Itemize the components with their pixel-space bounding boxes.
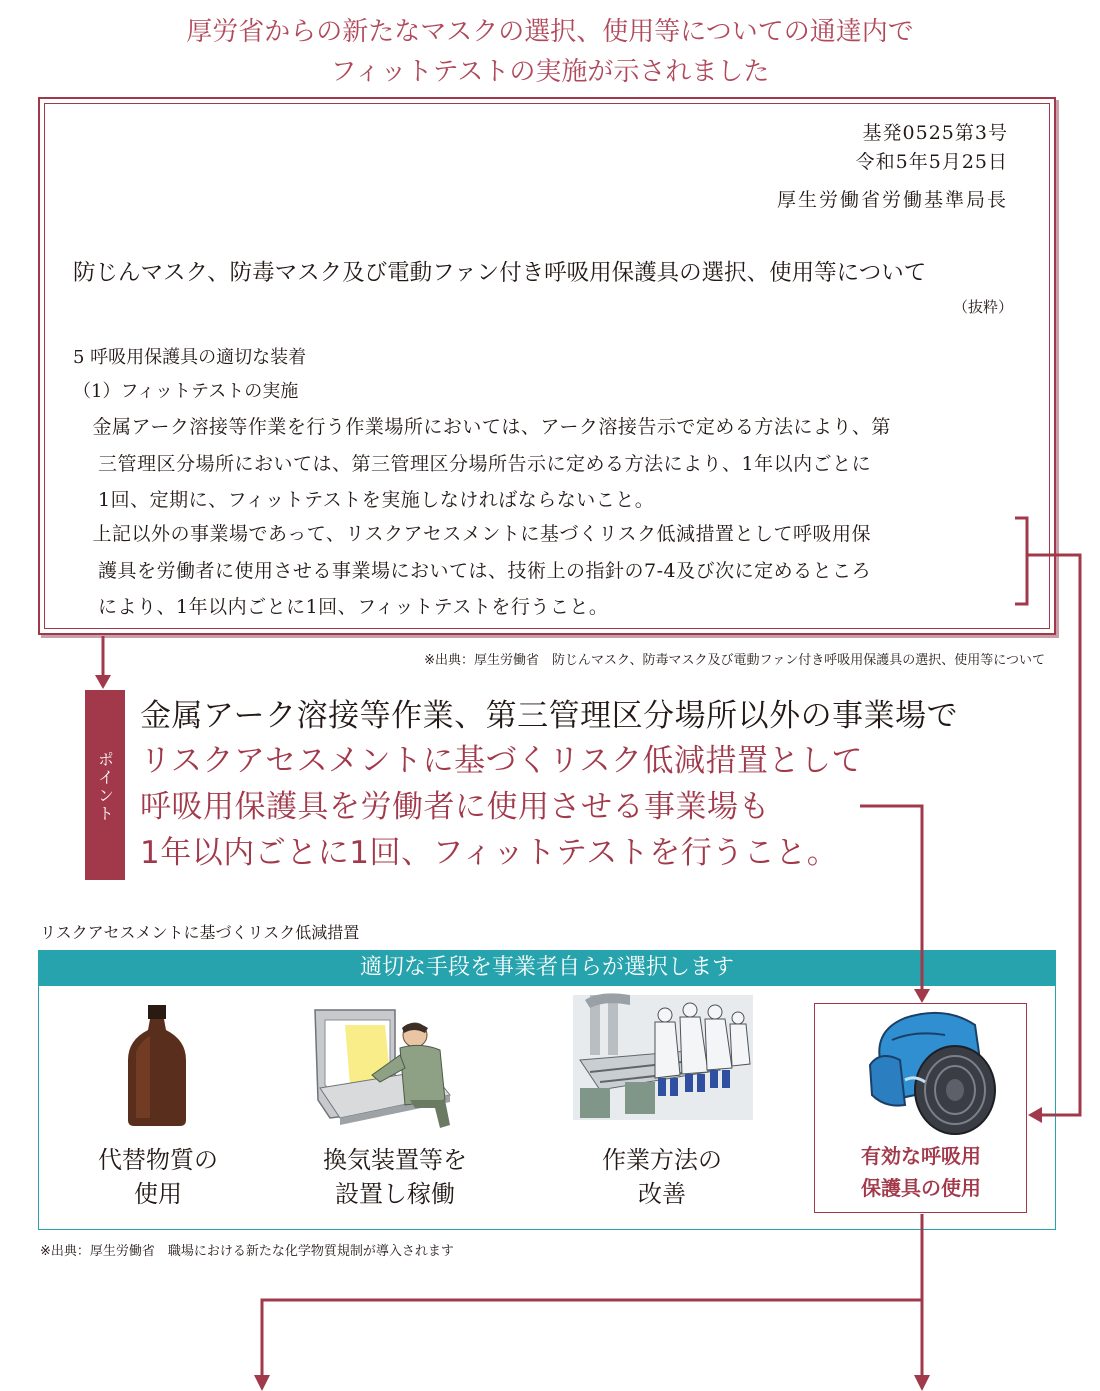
factory-workers-icon [573,993,753,1120]
point-line-3: 呼吸用保護具を労働者に使用させる事業場も [140,789,770,825]
fume-hood-icon [315,1010,450,1128]
arrowhead-down-icon [95,675,111,689]
bracket-arrow [1027,555,1080,1115]
arrowhead-down-icon [254,1375,270,1391]
para1-line-3: 1回、定期に、フィットテストを実施しなければならないこと。 [98,489,655,511]
measure-caption-4: 有効な呼吸用 保護具の使用 [861,1144,981,1200]
notice-date: 令和5年5月25日 [855,151,1008,173]
notice-number: 基発0525第3号 [862,122,1008,144]
measure-caption-3: 作業方法の 改善 [602,1146,722,1208]
bottom-split-arrow [262,1214,922,1378]
arrowhead-down-icon [914,1375,930,1391]
respirator-icon [870,1013,995,1134]
para2-line-1: 上記以外の事業場であって、リスクアセスメントに基づくリスク低減措置として呼吸用保 [73,523,871,545]
para2-line-3: により、1年以内ごとに1回、フィットテストを行うこと。 [98,596,609,618]
para1-line-1: 金属アーク溶接等作業を行う作業場所においては、アーク溶接告示で定める方法により、第 [73,416,891,438]
point-tab-label: ポイント [95,751,115,823]
bottle-icon [128,1005,186,1126]
notice-excerpt: （抜粋） [952,298,1013,316]
measures-banner-text: 適切な手段を事業者自らが選択します [359,955,734,980]
measures-caption: リスクアセスメントに基づくリスク低減措置 [40,923,360,942]
notice-title: 防じんマスク、防毒マスク及び電動ファン付き呼吸用保護具の選択、使用等について [73,260,927,286]
measure-caption-1: 代替物質の 使用 [98,1146,218,1208]
source-citation-2: ※出典：厚生労働省 職場における新たな化学物質規制が導入されます [40,1244,454,1259]
source-citation-1: ※出典：厚生労働省 防じんマスク、防毒マスク及び電動ファン付き呼吸用保護具の選択、使用等について [424,653,1045,668]
header-line-2: フィットテストの実施が示されました [330,57,770,87]
point-line-1: 金属アーク溶接等作業、第三管理区分場所以外の事業場で [140,698,959,734]
para2-line-2: 護具を労働者に使用させる事業場においては、技術上の指針の7-4及び次に定めるところ [98,560,872,582]
notice-section: 5 呼吸用保護具の適切な装着 [73,347,307,368]
arrowhead-left-icon [1028,1107,1042,1123]
point-to-respirator-arrow [860,806,922,992]
header-line-1: 厚労省からの新たなマスクの選択、使用等についての通達内で [186,17,914,47]
notice-issuer: 厚生労働省労働基準局長 [776,189,1008,211]
measure-caption-2: 換気装置等を 設置し稼働 [323,1146,467,1208]
point-line-2: リスクアセスメントに基づくリスク低減措置として [140,743,863,779]
arrowhead-down-icon [914,989,930,1003]
bracket-icon [1015,518,1027,604]
notice-subsection: （1）フィットテストの実施 [73,381,299,402]
point-line-4: 1年以内ごとに1回、フィットテストを行うこと。 [140,835,839,871]
para1-line-2: 三管理区分場所においては、第三管理区分場所告示に定める方法により、1年以内ごとに [98,453,872,475]
